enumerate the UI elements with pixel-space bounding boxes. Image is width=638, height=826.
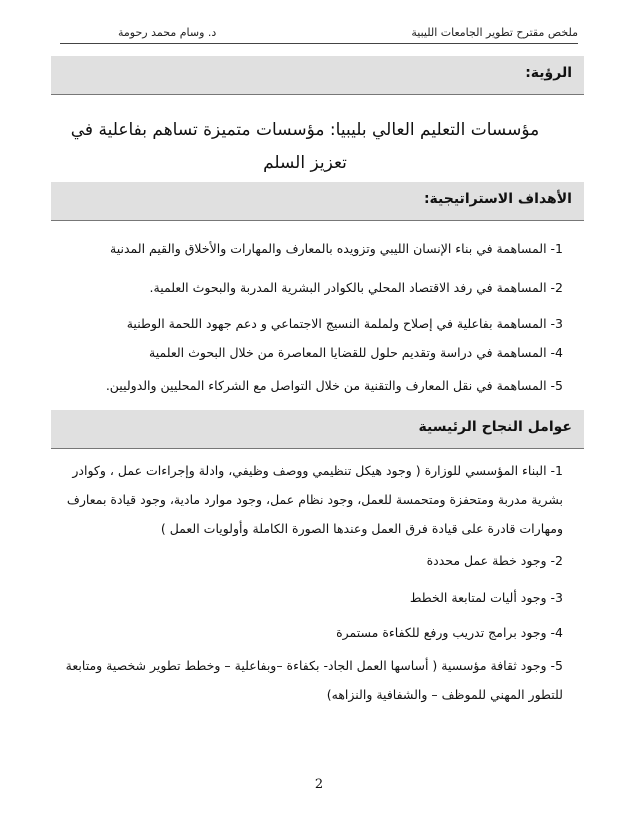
vision-heading-bar	[51, 56, 584, 95]
success-factor-item-1: 1- البناء المؤسسي للوزارة ( وجود هيكل تنظيمي ووصف وظيفي، وادلة وإجراءات عمل ، وكوادر بشرية مدربة ومتحفزة ومتحمسة للعمل، وجود نظام عمل، وجود موارد مادية، وجود قيادة بمعارف ومهارات قادرة على قيادة فرق العمل وعندها الصورة الكاملة وأولويات العمل )	[66, 463, 563, 536]
goal-item-1: 1- المساهمة في بناء الإنسان الليبي وتزويده بالمعارف والمهارات والأخلاق والقيم المدنية	[110, 241, 563, 256]
goals-heading: الأهداف الاستراتيجية:	[423, 191, 572, 207]
success-factors-heading-bar	[51, 410, 584, 449]
goal-item-3: 3- المساهمة بفاعلية في إصلاح ولملمة النسيج الاجتماعي و دعم جهود اللحمة الوطنية	[126, 316, 563, 331]
success-factor-item-3: 3- وجود أليات لمتابعة الخطط	[409, 590, 563, 605]
header-author: د. وسام محمد رحومة	[118, 26, 217, 39]
vision-line-1: مؤسسات التعليم العالي بليبيا: مؤسسات متميزة تساهم بفاعلية في تعزيز السلم	[70, 120, 540, 173]
header-title: ملخص مقترح تطوير الجامعات الليبية	[411, 26, 578, 39]
page-number: 2	[314, 777, 324, 792]
success-factor-item-4: 4- وجود برامج تدريب ورفع للكفاءة مستمرة	[336, 625, 563, 640]
success-factors-heading: عوامل النجاح الرئيسية	[418, 419, 572, 435]
success-factor-item-5: 5- وجود ثقافة مؤسسية ( أساسها العمل الجاد- بكفاءة –وبفاعلية – وخطط تطوير شخصية ومتابعة للتطور المهني للموظف – والشفافية والنزاهه)	[65, 658, 563, 702]
goal-item-5: 5- المساهمة في نقل المعارف والتقنية من خلال التواصل مع الشركاء المحليين والدوليين.	[105, 378, 563, 393]
vision-heading: الرؤية:	[525, 65, 572, 81]
running-header	[60, 22, 578, 42]
success-factor-item-2: 2- وجود خطة عمل محددة	[426, 553, 563, 568]
goal-item-2: 2- المساهمة في رفد الاقتصاد المحلي بالكوادر البشرية المدربة والبحوث العلمية.	[149, 280, 563, 295]
goal-item-4: 4- المساهمة في دراسة وتقديم حلول للقضايا المعاصرة من خلال البحوث العلمية	[149, 345, 563, 360]
header-rule	[60, 43, 578, 44]
goals-heading-bar	[51, 182, 584, 221]
